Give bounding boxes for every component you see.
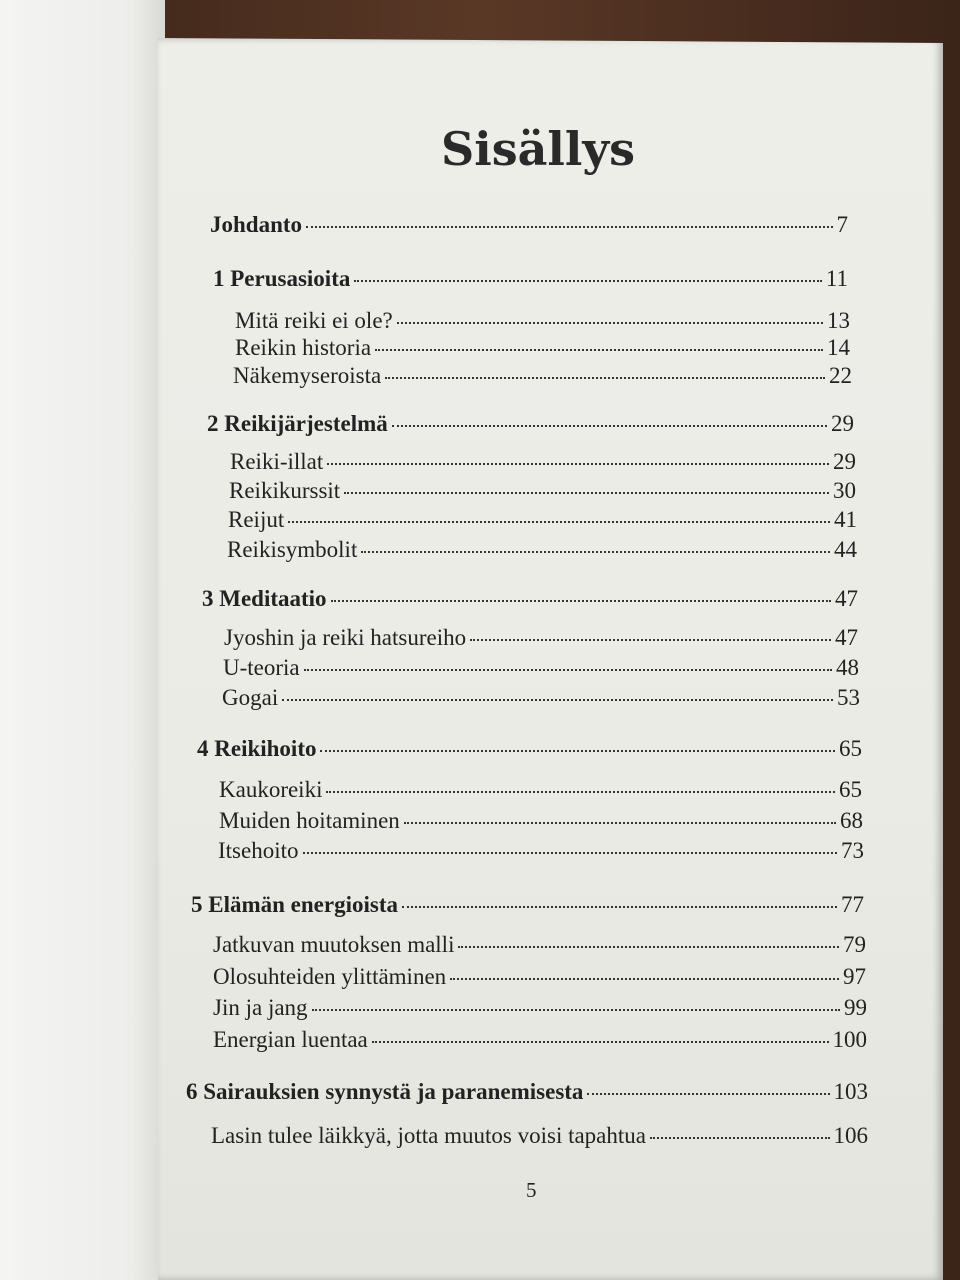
toc-entry — [213, 1027, 867, 1053]
toc-entry — [213, 964, 866, 990]
entry-page: 79 — [843, 932, 866, 957]
dot-leader — [458, 946, 839, 948]
entry-label: 6 Sairauksien synnystä ja paranemisesta — [186, 1079, 584, 1104]
toc-entry — [213, 266, 848, 292]
entry-page: 65 — [839, 777, 862, 802]
dot-leader — [404, 822, 836, 824]
toc-entry — [202, 586, 858, 612]
dot-leader — [344, 492, 829, 494]
toc-entry — [197, 736, 862, 762]
toc-entry — [218, 838, 864, 864]
dot-leader — [303, 852, 838, 854]
entry-label: Reiki-illat — [230, 449, 324, 474]
dot-leader — [288, 521, 830, 523]
dot-leader — [450, 978, 839, 980]
dot-leader — [372, 1041, 829, 1043]
entry-page: 48 — [836, 655, 859, 680]
dot-leader — [385, 377, 825, 379]
toc-entry — [207, 411, 854, 437]
toc-entry — [224, 625, 858, 651]
entry-page: 29 — [833, 449, 856, 474]
entry-label: Reikin historia — [235, 335, 372, 360]
entry-label: 4 Reikihoito — [197, 736, 317, 761]
entry-label: Reikisymbolit — [227, 537, 358, 562]
toc-entry — [213, 995, 867, 1021]
dot-leader — [320, 750, 835, 752]
entry-page: 77 — [841, 892, 864, 917]
entry-page: 106 — [833, 1123, 868, 1148]
entry-page: 65 — [839, 736, 862, 761]
toc-entry — [235, 308, 850, 334]
entry-page: 41 — [834, 507, 857, 532]
entry-label: Johdanto — [210, 212, 303, 237]
toc-entry — [219, 808, 863, 834]
entry-label: Kaukoreiki — [219, 777, 323, 802]
entry-label: Energian luentaa — [213, 1027, 368, 1052]
entry-page: 11 — [825, 266, 848, 291]
toc-entry — [191, 892, 864, 918]
toc-entry — [228, 507, 857, 533]
toc-entry — [213, 932, 866, 958]
dot-leader — [470, 639, 831, 641]
dot-leader — [306, 226, 832, 228]
entry-page: 13 — [827, 308, 850, 333]
dot-leader — [331, 600, 831, 602]
entry-page: 7 — [836, 212, 848, 237]
dot-leader — [354, 280, 821, 282]
dot-leader — [312, 1009, 840, 1011]
entry-label: Jyoshin ja reiki hatsureiho — [224, 625, 467, 650]
entry-label: Lasin tulee läikkyä, jotta muutos voisi tapahtua — [211, 1123, 646, 1148]
entry-page: 30 — [833, 478, 856, 503]
entry-page: 68 — [840, 808, 863, 833]
entry-page: 44 — [834, 537, 857, 562]
entry-label: 5 Elämän energioista — [191, 892, 398, 917]
entry-label: Reikikurssit — [229, 478, 341, 503]
left-page — [0, 0, 165, 1280]
toc-entry — [233, 363, 852, 389]
entry-page: 47 — [835, 625, 858, 650]
entry-page: 73 — [841, 838, 864, 863]
entry-label: Itsehoito — [218, 838, 299, 863]
entry-label: Olosuhteiden ylittäminen — [213, 964, 447, 989]
dot-leader — [397, 322, 823, 324]
entry-label: 3 Meditaatio — [202, 586, 327, 611]
dot-leader — [650, 1137, 830, 1139]
toc-entry — [230, 449, 856, 475]
entry-page: 99 — [844, 995, 867, 1020]
entry-page: 47 — [835, 586, 858, 611]
entry-label: Muiden hoitaminen — [219, 808, 400, 833]
entry-page: 22 — [829, 363, 852, 388]
toc-entry — [210, 212, 848, 238]
toc-entry — [219, 777, 862, 803]
page-title: Sisällys — [441, 122, 635, 176]
toc-entry — [227, 537, 857, 563]
toc-entry — [211, 1123, 868, 1149]
toc-entry — [223, 655, 859, 681]
entry-label: 2 Reikijärjestelmä — [207, 411, 388, 436]
dot-leader — [326, 791, 835, 793]
dot-leader — [327, 463, 829, 465]
dot-leader — [402, 906, 837, 908]
entry-label: U-teoria — [223, 655, 300, 680]
dot-leader — [587, 1093, 829, 1095]
entry-page: 29 — [831, 411, 854, 436]
dot-leader — [282, 699, 833, 701]
entry-page: 53 — [837, 685, 860, 710]
entry-label: Jin ja jang — [213, 995, 308, 1020]
entry-label: Näkemyseroista — [233, 363, 382, 388]
toc-entry — [235, 335, 850, 361]
toc-entry — [186, 1079, 868, 1105]
dot-leader — [375, 349, 823, 351]
entry-page: 100 — [832, 1027, 867, 1052]
entry-label: 1 Perusasioita — [213, 266, 351, 291]
entry-page: 14 — [827, 335, 850, 360]
toc-entry — [222, 685, 860, 711]
entry-label: Jatkuvan muutoksen malli — [213, 932, 455, 957]
dot-leader — [361, 551, 830, 553]
toc-entry — [229, 478, 856, 504]
dot-leader — [392, 425, 827, 427]
entry-label: Gogai — [222, 685, 279, 710]
entry-label: Reijut — [228, 507, 285, 532]
entry-label: Mitä reiki ei ole? — [235, 308, 393, 333]
dot-leader — [304, 669, 832, 671]
entry-page: 103 — [833, 1079, 868, 1104]
page-number: 5 — [526, 1178, 537, 1202]
entry-page: 97 — [843, 964, 866, 989]
